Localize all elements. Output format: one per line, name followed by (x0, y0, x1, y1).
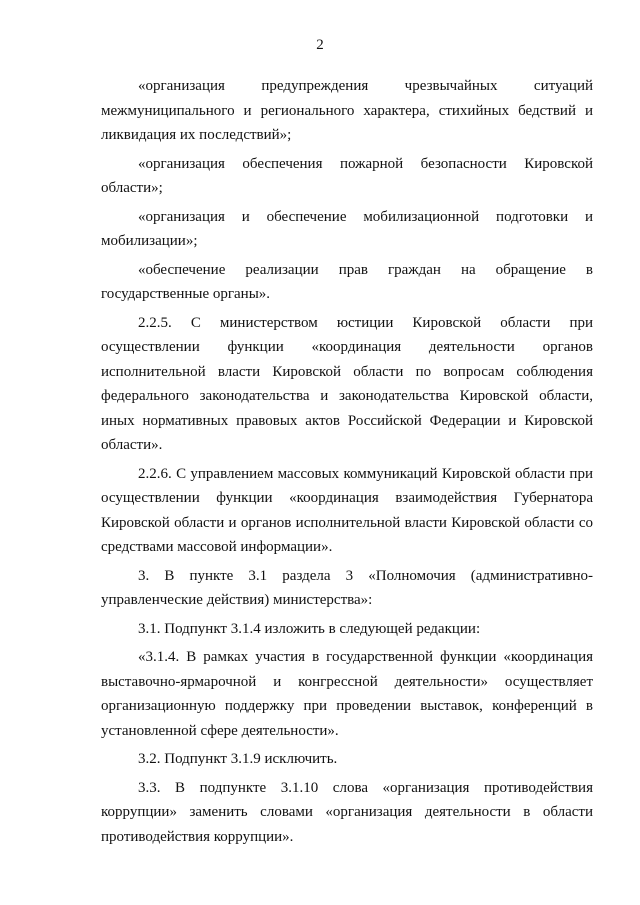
paragraph-mobilization: «организация и обеспечение мобилизационной подготовки и мобилизации»; (101, 208, 593, 249)
page-number: 2 (316, 37, 324, 53)
paragraph-3-1: 3.1. Подпункт 3.1.4 изложить в следующей редакции: (138, 620, 481, 637)
paragraph-3-3: 3.3. В подпункте 3.1.10 слова «организация противодействия коррупции» заменить словами «организация деятельности в области противодействия коррупции». (101, 779, 593, 845)
paragraph-3-2: 3.2. Подпункт 3.1.9 исключить. (138, 751, 338, 767)
paragraph-2-2-6: 2.2.6. С управлением массовых коммуникаций Кировской области при осуществлении функции «координация взаимодействия Губернатора Кировской области и органов исполнительной власти Кировской области со средствами массовой информации». (101, 465, 593, 555)
paragraph-emergency-prevention: «организация предупреждения чрезвычайных ситуаций межмуниципального и регионального характера, стихийных бедствий и ликвидация их последствий»; (101, 78, 593, 143)
paragraph-3-1-4: «3.1.4. В рамках участия в государственной функции «координация выставочно-ярмарочной и конгрессной деятельности» осуществляет организационную поддержку при проведении выставок, конференций в установленной сфере деятельности». (101, 649, 593, 739)
paragraph-citizen-appeals: «обеспечение реализации прав граждан на обращение в государственные органы». (101, 261, 593, 302)
paragraph-3: 3. В пункте 3.1 раздела 3 «Полномочия (административно-управленческие действия) министерства»: (101, 567, 593, 608)
paragraph-2-2-5: 2.2.5. С министерством юстиции Кировской области при осуществлении функции «координация деятельности органов исполнительной власти Кировской области по вопросам соблюдения федерального законодательства и законодательства Кировской области, иных нормативных правовых актов Российской Федерации и Кировской области». (101, 314, 593, 453)
paragraph-fire-safety: «организация обеспечения пожарной безопасности Кировской области»; (101, 155, 593, 196)
document-body (101, 74, 593, 853)
